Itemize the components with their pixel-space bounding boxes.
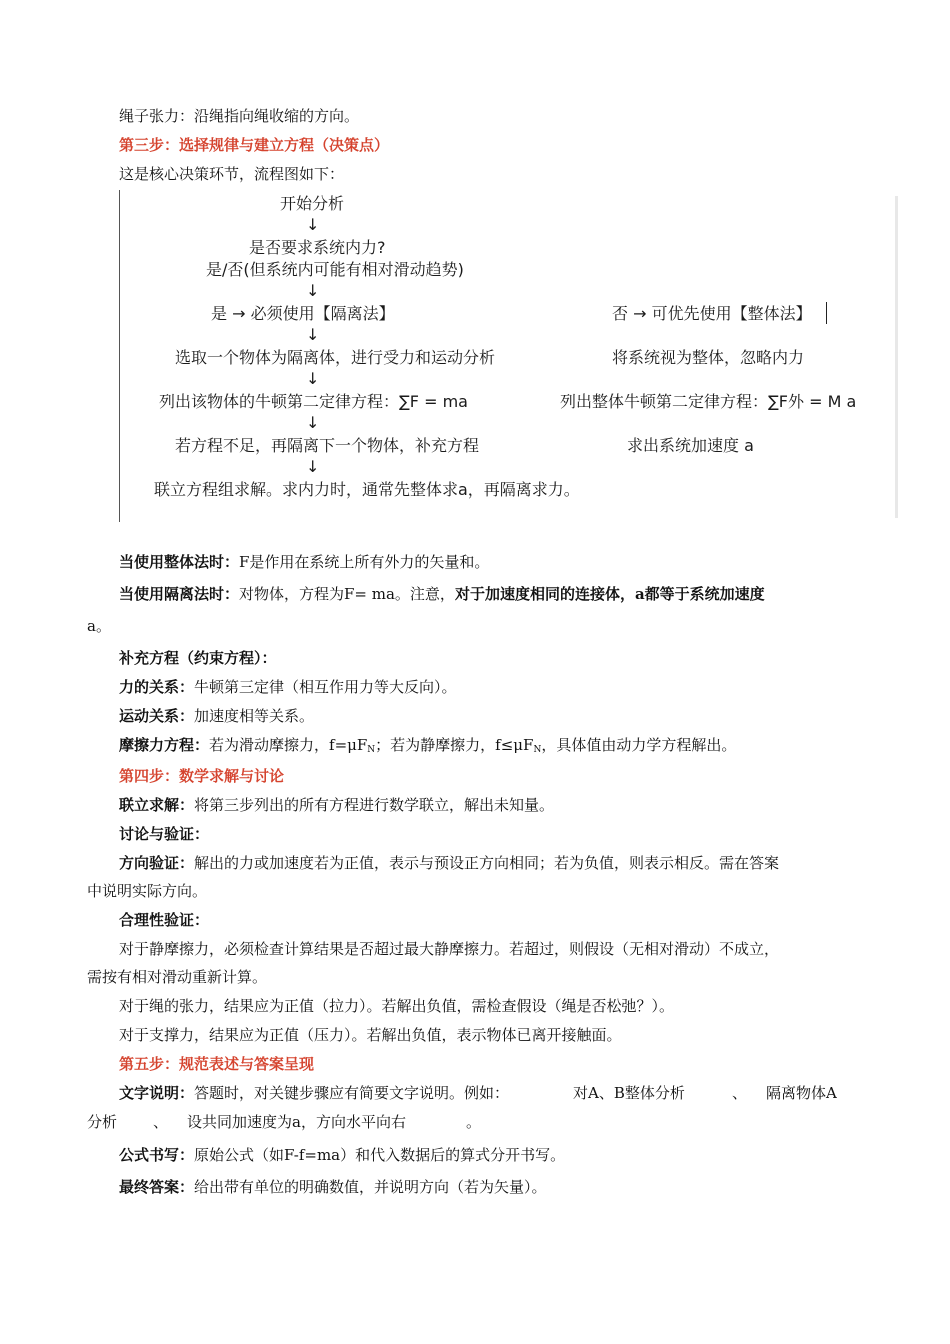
- wording-quote3: 设共同加速度为a，方向水平向右: [187, 1113, 406, 1131]
- static-friction-check: 对于静摩擦力，必须检查计算结果是否超过最大静摩擦力。若超过，则假设（无相对滑动）不成立，: [119, 940, 780, 958]
- wording-sep1: 、: [732, 1084, 748, 1102]
- text-cursor-bar: [826, 302, 827, 324]
- down-arrow-icon: ↓: [306, 369, 320, 388]
- reasonableness-title: 合理性验证：: [119, 911, 210, 929]
- wording-end: 。: [466, 1113, 482, 1131]
- flow-right-step1: 将系统视为整体，忽略内力: [612, 348, 805, 367]
- flow-left-branch: 是 → 必须使用【隔离法】: [211, 304, 395, 323]
- solve-line: 联立求解：将第三步列出的所有方程进行数学联立，解出未知量。: [119, 796, 555, 814]
- flow-right-step3: 求出系统加速度 a: [627, 436, 754, 455]
- down-arrow-icon: ↓: [306, 281, 320, 300]
- rope-tension-line: 绳子张力：沿绳指向绳收缩的方向。: [119, 107, 360, 125]
- flow-left-step1: 选取一个物体为隔离体，进行受力和运动分析: [175, 348, 496, 367]
- direction-check-cont: 中说明实际方向。: [87, 882, 208, 900]
- final-answer-line: 最终答案：给出带有单位的明确数值，并说明方向（若为矢量）。: [119, 1178, 547, 1196]
- support-force-check: 对于支撑力，结果应为正值（压力）。若解出负值，表示物体已离开接触面。: [119, 1026, 622, 1044]
- down-arrow-icon: ↓: [306, 325, 320, 344]
- wording-quote1: 对A、B整体分析: [573, 1084, 685, 1102]
- step3-title: 第三步：选择规律与建立方程（决策点）: [119, 136, 390, 154]
- flow-right-step2: 列出整体牛顿第二定律方程：∑F外 = M a: [560, 392, 857, 411]
- direction-check-line: 方向验证：解出的力或加速度若为正值，表示与预设正方向相同；若为负值，则表示相反。需在答案: [119, 854, 780, 872]
- wording-sep2: 、: [153, 1113, 169, 1131]
- flow-note: 是/否(但系统内可能有相对滑动趋势): [206, 260, 464, 279]
- isolation-method-line: 当使用隔离法时：对物体，方程为F= ma。注意，对于加速度相同的连接体，a都等于系统加速度: [119, 585, 765, 603]
- flow-left-step2: 列出该物体的牛顿第二定律方程：∑F = ma: [159, 392, 468, 411]
- flowchart-left-border: [119, 190, 120, 522]
- flow-question: 是否要求系统内力?: [249, 238, 386, 257]
- step5-title: 第五步：规范表述与答案呈现: [119, 1055, 315, 1073]
- static-friction-cont: 需按有相对滑动重新计算。: [87, 968, 268, 986]
- friction-equation-line: 摩擦力方程：若为滑动摩擦力，$f=\mu F_N$；若为静摩擦力，$f\le\mu F_N$，具体值由动力学方程解出。: [119, 736, 737, 755]
- step4-title: 第四步：数学求解与讨论: [119, 767, 285, 785]
- flow-left-step3: 若方程不足，再隔离下一个物体，补充方程: [175, 436, 480, 455]
- down-arrow-icon: ↓: [306, 215, 320, 234]
- down-arrow-icon: ↓: [306, 413, 320, 432]
- flow-left-step4: 联立方程组求解。求内力时，通常先整体求a，再隔离求力。: [154, 480, 580, 499]
- motion-relation-line: 运动关系：加速度相等关系。: [119, 707, 315, 725]
- down-arrow-icon: ↓: [306, 457, 320, 476]
- wording-line: 文字说明：答题时，对关键步骤应有简要文字说明。例如：: [119, 1084, 510, 1102]
- wording-quote2: 隔离物体A: [766, 1084, 837, 1102]
- supplementary-equations-title: 补充方程（约束方程）：: [119, 649, 277, 667]
- formula-line: 公式书写：原始公式（如F-f=ma）和代入数据后的算式分开书写。: [119, 1146, 566, 1164]
- flow-start: 开始分析: [280, 194, 345, 213]
- flow-right-branch: 否 → 可优先使用【整体法】: [612, 304, 812, 323]
- discuss-title: 讨论与验证：: [119, 825, 210, 843]
- force-relation-line: 力的关系：牛顿第三定律（相互作用力等大反向）。: [119, 678, 457, 696]
- wording-cont: 分析: [87, 1113, 118, 1131]
- rope-tension-check: 对于绳的张力，结果应为正值（拉力）。若解出负值，需检查假设（绳是否松弛？）。: [119, 997, 675, 1015]
- whole-method-line: 当使用整体法时：F是作用在系统上所有外力的矢量和。: [119, 553, 490, 571]
- step3-intro: 这是核心决策环节，流程图如下：: [119, 165, 345, 183]
- flowchart-right-border: [895, 196, 898, 518]
- decision-flowchart: [119, 190, 898, 522]
- isolation-method-cont: a。: [87, 617, 111, 635]
